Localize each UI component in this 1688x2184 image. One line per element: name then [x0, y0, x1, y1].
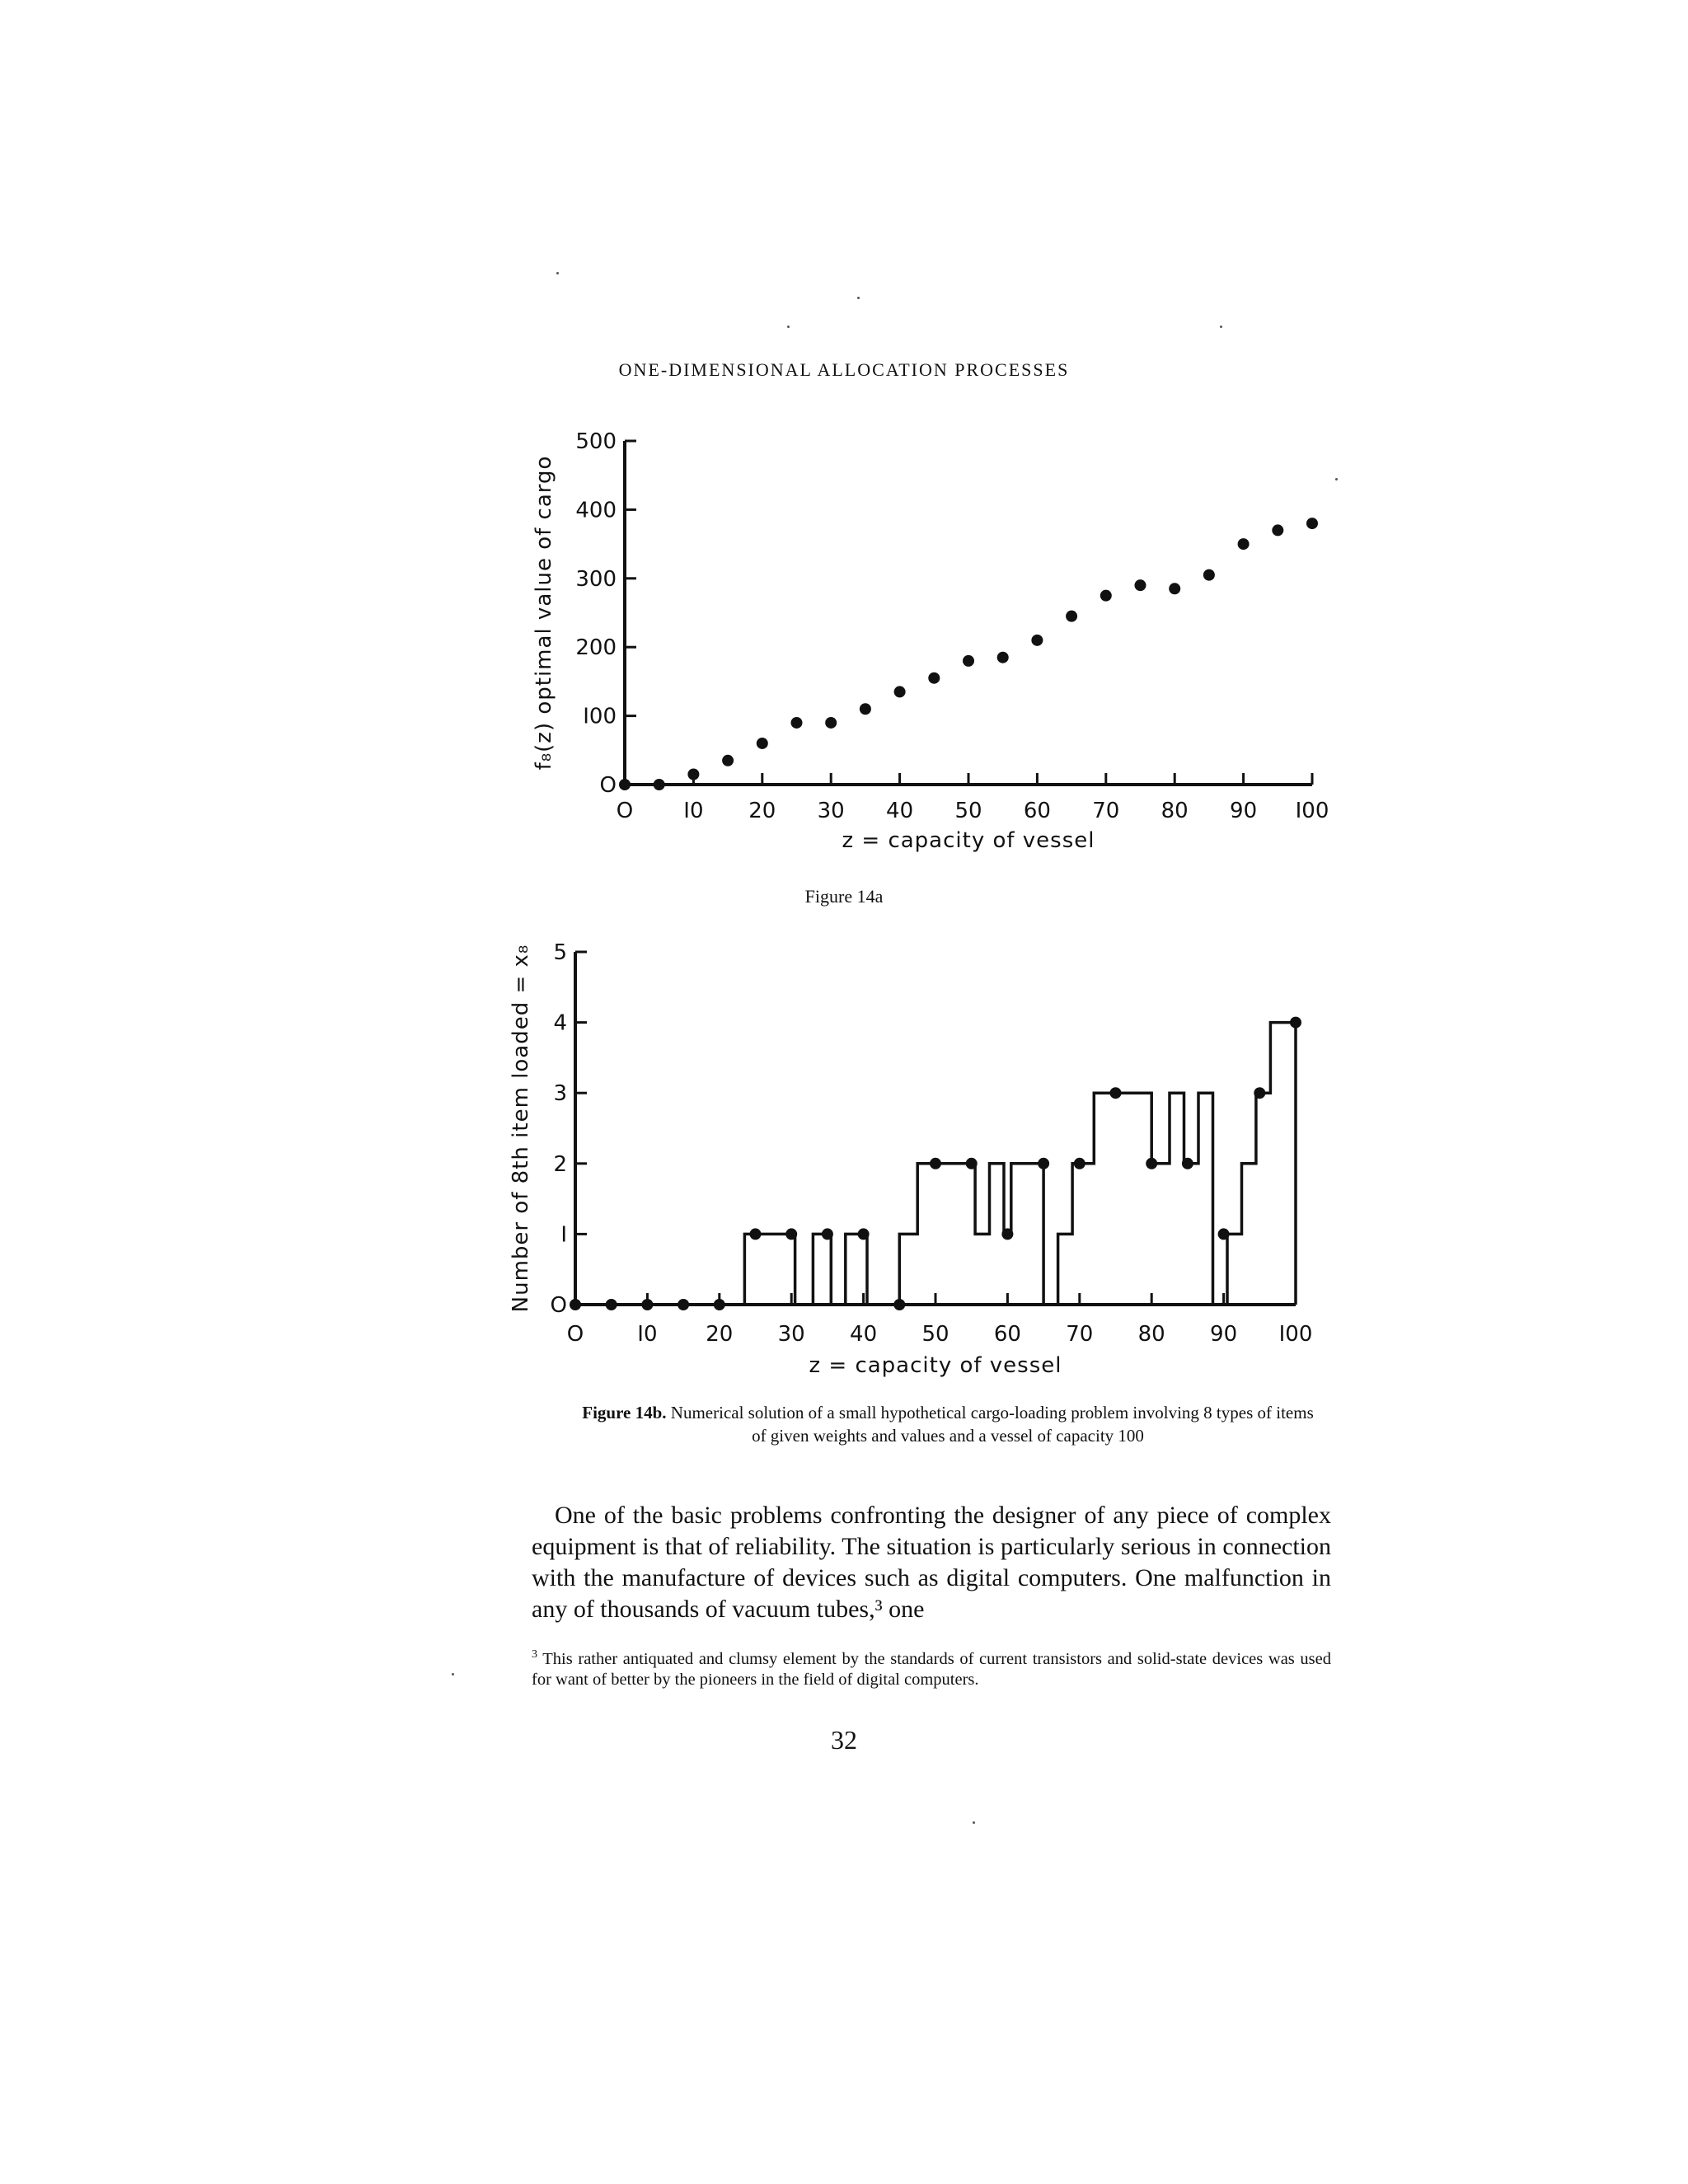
data-point — [1100, 590, 1112, 602]
data-point — [1169, 583, 1180, 594]
data-point — [894, 686, 906, 697]
data-point — [1110, 1087, 1122, 1099]
x-tick-label: 90 — [1230, 799, 1258, 823]
data-point — [1306, 518, 1318, 529]
y-axis-label: Number of 8th item loaded = x₈ — [509, 944, 533, 1313]
figure-14b-caption-lead: Figure 14b. — [582, 1403, 667, 1422]
y-tick-label: 500 — [575, 429, 617, 454]
data-point — [791, 717, 803, 729]
x-tick-label: 50 — [954, 799, 982, 823]
data-point — [641, 1299, 653, 1310]
data-point — [928, 673, 940, 684]
x-axis-label: z = capacity of vessel — [809, 1353, 1062, 1378]
x-tick-label: O — [566, 1322, 584, 1347]
x-tick-label: I00 — [1278, 1322, 1313, 1347]
scan-speck — [452, 1673, 454, 1675]
figure-14a-chart — [0, 412, 1688, 923]
data-point — [678, 1299, 689, 1310]
footnote — [532, 1644, 1331, 1690]
x-tick-label: 60 — [1023, 799, 1051, 823]
data-point — [1146, 1158, 1157, 1169]
x-tick-label: I00 — [1295, 799, 1329, 823]
y-tick-label: 4 — [553, 1010, 567, 1036]
figure-14b-caption — [577, 1401, 1319, 1447]
data-point — [1135, 579, 1146, 591]
y-tick-label: 300 — [575, 566, 617, 592]
data-point — [722, 755, 734, 766]
y-tick-label: I00 — [583, 704, 617, 729]
data-point — [785, 1228, 797, 1240]
data-point — [825, 717, 837, 729]
y-tick-label: 3 — [553, 1081, 567, 1107]
x-tick-label: 70 — [1066, 1322, 1094, 1347]
running-head: ONE-DIMENSIONAL ALLOCATION PROCESSES — [618, 359, 1070, 380]
footnote-mark: 3 — [532, 1648, 537, 1661]
data-point — [860, 703, 871, 715]
data-point — [687, 768, 699, 780]
data-point — [606, 1299, 617, 1310]
x-tick-label: 80 — [1160, 799, 1189, 823]
data-point — [570, 1299, 581, 1310]
body-paragraph — [532, 1500, 1331, 1625]
x-tick-label: O — [616, 799, 634, 823]
data-point — [1254, 1087, 1265, 1099]
data-point — [1074, 1158, 1085, 1169]
y-tick-label: O — [599, 773, 617, 798]
y-tick-label: O — [550, 1293, 567, 1318]
scan-speck — [556, 272, 559, 274]
x-tick-label: I0 — [683, 799, 704, 823]
y-tick-label: 2 — [553, 1151, 567, 1177]
data-point — [1203, 569, 1215, 581]
x-tick-label: 30 — [777, 1322, 805, 1347]
data-point — [1238, 538, 1250, 550]
x-tick-label: 30 — [817, 799, 845, 823]
data-point — [822, 1228, 833, 1240]
data-point — [966, 1158, 978, 1169]
x-tick-label: 40 — [850, 1322, 878, 1347]
x-tick-label: 80 — [1137, 1322, 1165, 1347]
data-point — [893, 1299, 905, 1310]
data-point — [963, 655, 974, 667]
scan-speck — [787, 326, 790, 328]
data-point — [1182, 1158, 1193, 1169]
y-tick-label: 5 — [553, 940, 567, 965]
x-tick-label: 70 — [1092, 799, 1120, 823]
data-point — [1038, 1158, 1049, 1169]
x-tick-label: 90 — [1210, 1322, 1238, 1347]
footnote-text: This rather antiquated and clumsy element by the standards of current transistors and solid-state devices was used for want of better by the pioneers in the field of digital computers. — [532, 1649, 1331, 1689]
figure-14a-caption: Figure 14a — [804, 886, 884, 907]
data-point — [757, 738, 768, 749]
data-point — [750, 1228, 762, 1240]
scan-speck — [1335, 478, 1338, 480]
data-point — [654, 779, 665, 790]
data-point — [1031, 635, 1043, 646]
scan-speck — [973, 1821, 975, 1824]
x-tick-label: 50 — [921, 1322, 950, 1347]
x-axis-label: z = capacity of vessel — [842, 828, 1095, 853]
data-point — [1290, 1017, 1301, 1029]
body-paragraph-text: One of the basic problems confronting the designer of any piece of complex equipment is that of reliability. The situation is particularly serious in connection with the manufacture of devices such as digital computers. One malfunction in any of thousands of vacuum tubes,³ one — [532, 1502, 1331, 1623]
data-point — [997, 652, 1009, 663]
y-axis-label: f₈(z) optimal value of cargo — [532, 455, 556, 771]
x-tick-label: 60 — [993, 1322, 1021, 1347]
scan-speck — [1220, 326, 1222, 328]
figure-14b-caption-text: Numerical solution of a small hypothetical cargo-loading problem involving 8 types of items of given weights and values and a vessel of capacity 100 — [670, 1403, 1314, 1446]
data-point — [1272, 524, 1283, 536]
x-tick-label: 20 — [706, 1322, 734, 1347]
data-point — [1001, 1228, 1013, 1240]
x-tick-label: 20 — [748, 799, 776, 823]
data-point — [1066, 611, 1077, 622]
data-point — [930, 1158, 941, 1169]
data-point — [714, 1299, 725, 1310]
scan-speck — [857, 297, 860, 299]
x-tick-label: 40 — [886, 799, 914, 823]
page-number: 32 — [831, 1725, 857, 1755]
y-tick-label: I — [560, 1222, 567, 1248]
figure-14b-chart — [0, 927, 1688, 1389]
x-tick-label: I0 — [637, 1322, 658, 1347]
data-point — [858, 1228, 870, 1240]
y-tick-label: 200 — [575, 635, 617, 661]
data-point — [1218, 1228, 1230, 1240]
data-point — [619, 779, 631, 790]
y-tick-label: 400 — [575, 498, 617, 523]
